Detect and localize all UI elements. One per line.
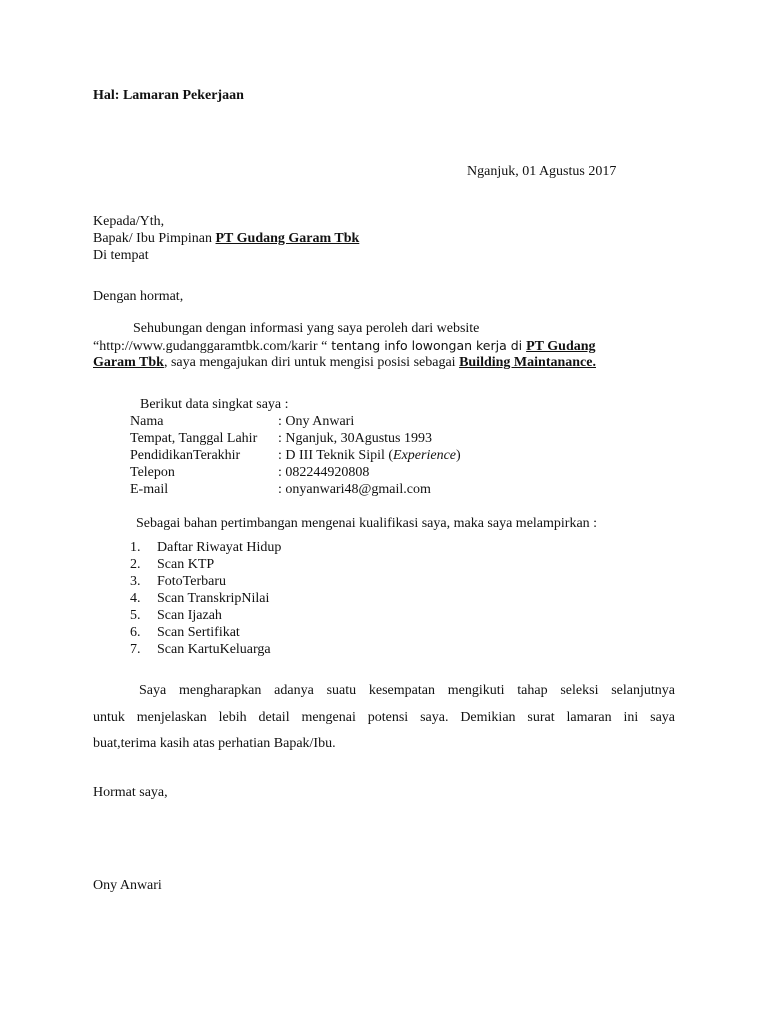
intro-website: “http://www.gudanggaramtbk.com/karir “ — [93, 339, 328, 354]
list-text: Scan Ijazah — [157, 608, 222, 623]
recipient-prefix: Bapak/ Ibu Pimpinan — [93, 231, 216, 246]
data-value: : onyanwari48@gmail.com — [278, 482, 431, 497]
closing-line3: buat,terima kasih atas perhatian Bapak/Ibu. — [93, 736, 336, 751]
list-number: 7. — [130, 642, 141, 657]
list-text: Scan TranskripNilai — [157, 591, 270, 606]
data-value — [278, 448, 461, 464]
list-number: 1. — [130, 540, 141, 555]
data-value: : 082244920808 — [278, 465, 370, 480]
intro-position: Building Maintanance. — [459, 355, 596, 370]
list-number: 5. — [130, 608, 141, 623]
data-value: : Nganjuk, 30Agustus 1993 — [278, 431, 432, 446]
list-text: FotoTerbaru — [157, 574, 227, 589]
data-intro: Berikut data singkat saya : — [140, 397, 289, 412]
signature-name: Ony Anwari — [93, 878, 162, 893]
list-number: 6. — [130, 625, 141, 640]
intro-lowongan: tentang info lowongan kerja di — [327, 338, 527, 353]
data-value-suffix: ) — [456, 448, 461, 463]
data-value-italic: Experience — [393, 448, 456, 463]
list-number: 2. — [130, 557, 141, 572]
intro-line1: Sehubungan dengan informasi yang saya peroleh dari website — [133, 321, 480, 336]
data-label: E-mail — [130, 482, 169, 497]
data-label: Nama — [130, 414, 164, 429]
signoff: Hormat saya, — [93, 785, 168, 800]
closing-line1: Saya mengharapkan adanya suatu kesempatan mengikuti tahap seleksi selanjutnya — [139, 683, 675, 698]
list-number: 4. — [130, 591, 141, 606]
attachments-intro: Sebagai bahan pertimbangan mengenai kualifikasi saya, maka saya melampirkan : — [136, 516, 598, 531]
closing-line2: untuk menjelaskan lebih detail mengenai potensi saya. Demikian surat lamaran ini saya — [93, 710, 675, 725]
recipient-line2 — [93, 231, 359, 247]
subject-line: Hal: Lamaran Pekerjaan — [93, 88, 244, 103]
intro-line3 — [93, 355, 596, 371]
place-date: Nganjuk, 01 Agustus 2017 — [467, 164, 617, 179]
data-label: PendidikanTerakhir — [130, 448, 241, 463]
intro-company-part2: Garam Tbk — [93, 355, 164, 370]
list-text: Scan KartuKeluarga — [157, 642, 271, 657]
data-value-prefix: : D III Teknik Sipil ( — [278, 448, 394, 463]
recipient-line1: Kepada/Yth, — [93, 214, 165, 229]
intro-apply-text: , saya mengajukan diri untuk mengisi posisi sebagai — [163, 355, 460, 370]
data-label: Tempat, Tanggal Lahir — [130, 431, 258, 446]
recipient-line3: Di tempat — [93, 248, 149, 263]
intro-company-part1: PT Gudang — [526, 339, 596, 354]
list-text: Scan KTP — [157, 557, 215, 572]
recipient-company: PT Gudang Garam Tbk — [215, 231, 360, 246]
intro-line2 — [93, 338, 596, 355]
greeting: Dengan hormat, — [93, 289, 184, 304]
list-text: Scan Sertifikat — [157, 625, 240, 640]
data-label: Telepon — [130, 465, 175, 480]
data-value: : Ony Anwari — [278, 414, 355, 429]
list-text: Daftar Riwayat Hidup — [157, 540, 282, 555]
list-number: 3. — [130, 574, 141, 589]
